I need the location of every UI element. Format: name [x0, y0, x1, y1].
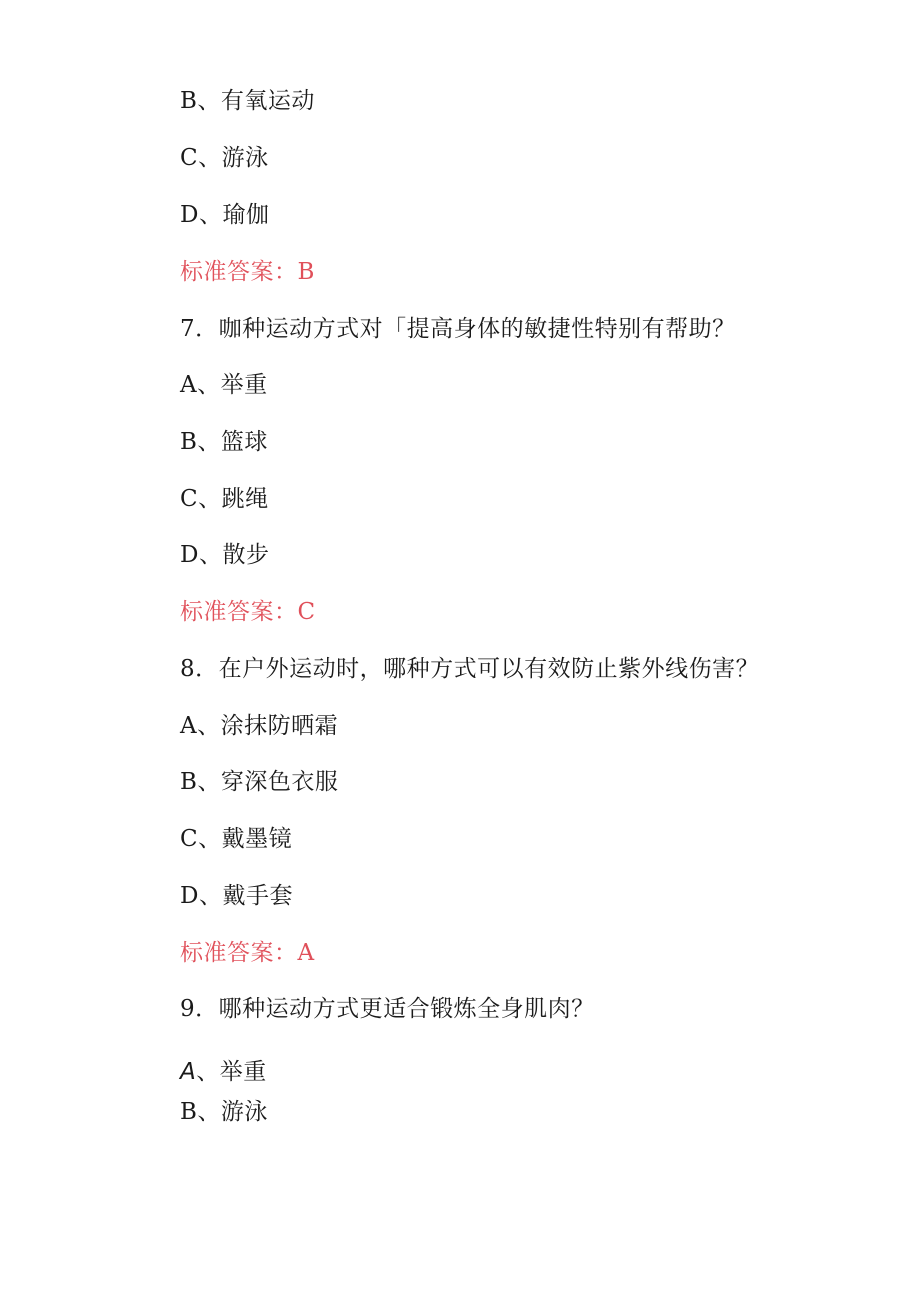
- q9-option-a: [180, 1057, 267, 1087]
- q7-option-b: B、篮球: [180, 429, 268, 455]
- q7-option-c: C、跳绳: [180, 486, 269, 512]
- q7-question: 7．咖种运动方式对「提高身体的敏捷性特别有帮助？: [180, 316, 736, 342]
- q9-question: 9．哪种运动方式更适合锻炼全身肌肉？: [180, 996, 595, 1022]
- q7-option-a: A、举重: [180, 372, 268, 398]
- q8-option-d: D、戴手套: [180, 883, 293, 909]
- q9-option-b: B、游泳: [180, 1099, 268, 1125]
- q7-standard-answer: 标准答案：C: [180, 599, 316, 625]
- q9-option-a-text: 、举重: [196, 1059, 267, 1085]
- q9-option-a-letter: A: [180, 1059, 197, 1085]
- q6-option-b: B、有氧运动: [180, 88, 315, 114]
- q7-option-d: D、散步: [180, 542, 270, 568]
- q8-option-c: C、戴墨镜: [180, 826, 293, 852]
- q8-standard-answer: 标准答案：A: [180, 940, 315, 966]
- q6-option-d: D、瑜伽: [180, 202, 270, 228]
- q8-question: 8．在户外运动时，哪种方式可以有效防止紫外线伤害？: [180, 656, 760, 682]
- q6-standard-answer: 标准答案：B: [180, 259, 315, 285]
- q8-option-b: B、穿深色衣服: [180, 769, 339, 795]
- q6-option-c: C、游泳: [180, 145, 269, 171]
- q8-option-a: A、涂抹防晒霜: [180, 713, 339, 739]
